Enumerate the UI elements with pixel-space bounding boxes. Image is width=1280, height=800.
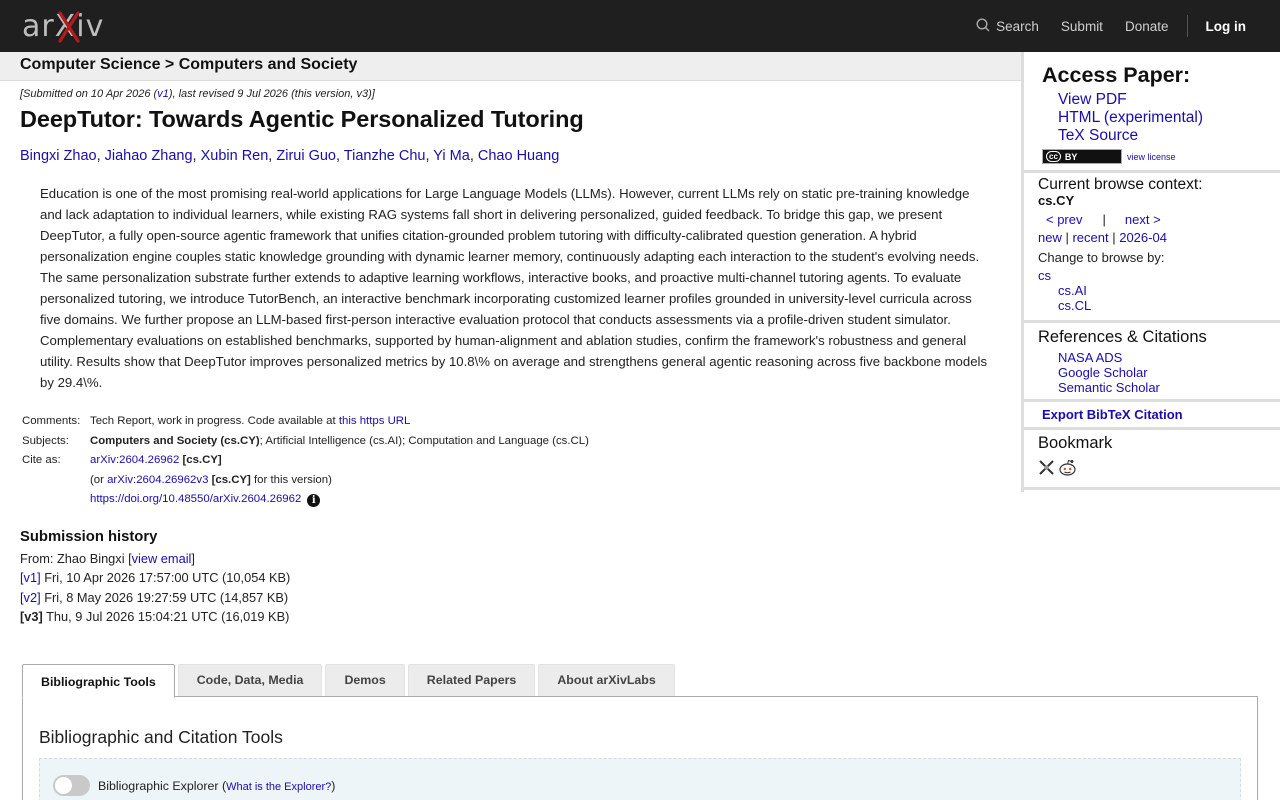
tex-source-link[interactable]: TeX Source	[1058, 127, 1139, 144]
nav-divider	[1187, 15, 1188, 37]
submission-history	[20, 549, 1010, 627]
cite-id-link[interactable]: arXiv:2604.26962	[90, 454, 180, 466]
html-experimental-link[interactable]: HTML (experimental)	[1058, 109, 1203, 126]
export-bibtex-link[interactable]: Export BibTeX Citation	[1042, 407, 1183, 422]
subjects-value: Computers and Society (cs.CY); Artificial Intelligence (cs.AI); Computation and Language (cs.CL)	[90, 434, 589, 447]
cs-cl-link[interactable]: cs.CL	[1058, 298, 1092, 313]
view-pdf-link[interactable]: View PDF	[1058, 91, 1127, 108]
semantic-scholar-link[interactable]: Semantic Scholar	[1058, 380, 1160, 395]
view-license-link[interactable]: view license	[1127, 151, 1176, 162]
browse-context-box	[1024, 173, 1280, 323]
abstract-text: Education is one of the most promising real-world applications for Large Language Models (LLMs). However, current LLMs rely on static pre-training knowledge and lack adaptation to individual learners, while existing RAG systems fall short in delivering personalized, guided feedback. To bridge this gap, we present DeepTutor, a fully open-source agentic framework that unifies citation-grounded problem tutoring with difficulty-calibrated question generation. A hybrid personalization engine couples static knowledge grounding with dynamic learner memory, continuously adapting each interaction to the student's evolving needs. The same personalization substrate further extends to adaptive learning workflows, interactive books, and proactive multi-channel tutoring agents. To evaluate personalized tutoring, we introduce TutorBench, an interactive benchmark incorporating customized learner profiles grounded in university-level curricula across five domains. We further propose an LLM-based first-person interactive evaluation protocol that conducts assessments via a profile-driven student simulator. Complementary evaluations on established benchmarks, supported by human-alignment and ablation studies, confirm the framework's robustness and general utility. Results show that DeepTutor improves personalized metrics by 10.8\% on average and strengthens general agentic reasoning across five backbone models by 29.4\%.	[40, 186, 988, 390]
nasa-ads-link[interactable]: NASA ADS	[1058, 350, 1123, 365]
info-icon[interactable]: i	[307, 494, 320, 507]
tab-panel-title: Bibliographic and Citation Tools	[39, 727, 283, 747]
prev-next-row: < prev | next >	[1046, 212, 1161, 227]
cite-label: Cite as:	[22, 454, 61, 466]
bibliographic-explorer-row	[39, 758, 1241, 800]
labs-tabs	[22, 664, 678, 697]
next-link[interactable]: next >	[1124, 212, 1161, 227]
prev-link[interactable]: < prev	[1046, 212, 1083, 227]
svg-text:arXiv: arXiv	[22, 9, 105, 43]
cite-v3-link[interactable]: arXiv:2604.26962v3	[107, 473, 209, 486]
recent-link[interactable]: recent	[1072, 230, 1109, 245]
submission-dateline: [Submitted on 10 Apr 2026 (v1), last revised 9 Jul 2026 (this version, v3)]	[20, 88, 375, 100]
cs-link[interactable]: cs	[1038, 268, 1051, 283]
tab-panel	[22, 696, 1258, 800]
author-link[interactable]: Chao Huang	[477, 148, 560, 164]
cite-value: arXiv:2604.26962 [cs.CY]	[90, 454, 222, 466]
author-link[interactable]: Bingxi Zhao	[20, 148, 97, 164]
sidebar	[1021, 52, 1280, 492]
tab-code-data-media[interactable]: Code, Data, Media	[178, 664, 323, 696]
v1-link[interactable]: v1	[157, 88, 169, 100]
view-email-link[interactable]: view email	[131, 550, 192, 566]
submit-link[interactable]: Submit	[1060, 18, 1103, 34]
breadcrumb[interactable]: Computer Science > Computers and Society	[0, 52, 1022, 81]
cite-version: (or arXiv:2604.26962v3 [cs.CY] for this version)	[90, 473, 332, 486]
tab-related-papers[interactable]: Related Papers	[408, 664, 536, 696]
donate-link[interactable]: Donate	[1124, 18, 1169, 34]
arxiv-logo[interactable]	[22, 8, 114, 44]
doi-row	[88, 493, 589, 514]
tab-bibliographic-tools[interactable]: Bibliographic Tools	[22, 664, 175, 698]
access-paper-box	[1024, 52, 1280, 173]
search-link[interactable]: Search	[976, 18, 1039, 35]
metadata-table	[20, 415, 589, 514]
license-row	[1042, 149, 1280, 164]
bookmark-box	[1024, 430, 1280, 490]
version-row: [v2] Fri, 8 May 2026 19:27:59 UTC (14,857 KB)	[20, 589, 289, 605]
paper-title: DeepTutor: Towards Agentic Personalized Tutoring	[20, 106, 584, 132]
comments-value: Tech Report, work in progress. Code available at this https URL	[90, 415, 411, 427]
code-url-link[interactable]: this https URL	[338, 415, 411, 427]
bookmark-title: Bookmark	[1038, 434, 1113, 452]
cs-ai-link[interactable]: cs.AI	[1058, 283, 1087, 298]
author-link[interactable]: Yi Ma	[433, 148, 470, 164]
from-line: From: Zhao Bingxi [view email]	[20, 550, 195, 566]
references-title: References & Citations	[1038, 328, 1207, 346]
tab-about-arxivlabs[interactable]: About arXivLabs	[538, 664, 674, 696]
version-row: [v3] Thu, 9 Jul 2026 15:04:21 UTC (16,019 KB)	[20, 609, 290, 624]
bibsonomy-icon[interactable]	[1038, 459, 1055, 481]
new-link[interactable]: new	[1038, 230, 1062, 245]
version-link[interactable]: [v1]	[20, 570, 41, 585]
doi-link[interactable]: https://doi.org/10.48550/arXiv.2604.26962	[90, 493, 302, 505]
version-row: [v1] Fri, 10 Apr 2026 17:57:00 UTC (10,054 KB)	[20, 570, 291, 585]
reddit-icon[interactable]	[1058, 459, 1077, 481]
version-link[interactable]: [v2]	[20, 589, 41, 605]
login-link[interactable]: Log in	[1205, 18, 1246, 34]
author-link[interactable]: Xubin Ren	[200, 148, 269, 164]
explorer-toggle[interactable]	[53, 775, 90, 796]
author-link[interactable]: Jiahao Zhang	[104, 148, 193, 164]
explorer-label: Bibliographic Explorer (What is the Explorer?)	[98, 779, 336, 793]
submission-history-heading: Submission history	[20, 528, 158, 545]
references-box	[1024, 323, 1280, 402]
current-version: [v3]	[20, 609, 43, 624]
what-is-explorer-link[interactable]: What is the Explorer?	[226, 781, 332, 793]
author-link[interactable]: Tianzhe Chu	[343, 148, 426, 164]
author-link[interactable]: Zirui Guo	[276, 148, 336, 164]
main-content	[20, 82, 1010, 627]
search-icon	[976, 18, 990, 35]
top-bar	[0, 0, 1280, 52]
tab-demos[interactable]: Demos	[325, 664, 404, 696]
subjects-label: Subjects:	[22, 434, 69, 447]
author-list: Bingxi Zhao, Jiahao Zhang, Xubin Ren, Zirui Guo, Tianzhe Chu, Yi Ma, Chao Huang	[20, 148, 560, 164]
cc-by-license-icon[interactable]: cc BY	[1042, 149, 1122, 164]
comments-label: Comments:	[22, 415, 81, 427]
change-browse-label: Change to browse by:	[1038, 250, 1165, 265]
bibtex-box	[1024, 402, 1280, 430]
access-paper-title: Access Paper:	[1042, 63, 1191, 87]
browse-context-value: cs.CY	[1038, 193, 1075, 208]
month-link[interactable]: 2026-04	[1119, 230, 1167, 245]
browse-context-title: Current browse context:	[1038, 176, 1203, 193]
browse-list-row: new | recent | 2026-04	[1038, 230, 1167, 245]
google-scholar-link[interactable]: Google Scholar	[1058, 365, 1148, 380]
